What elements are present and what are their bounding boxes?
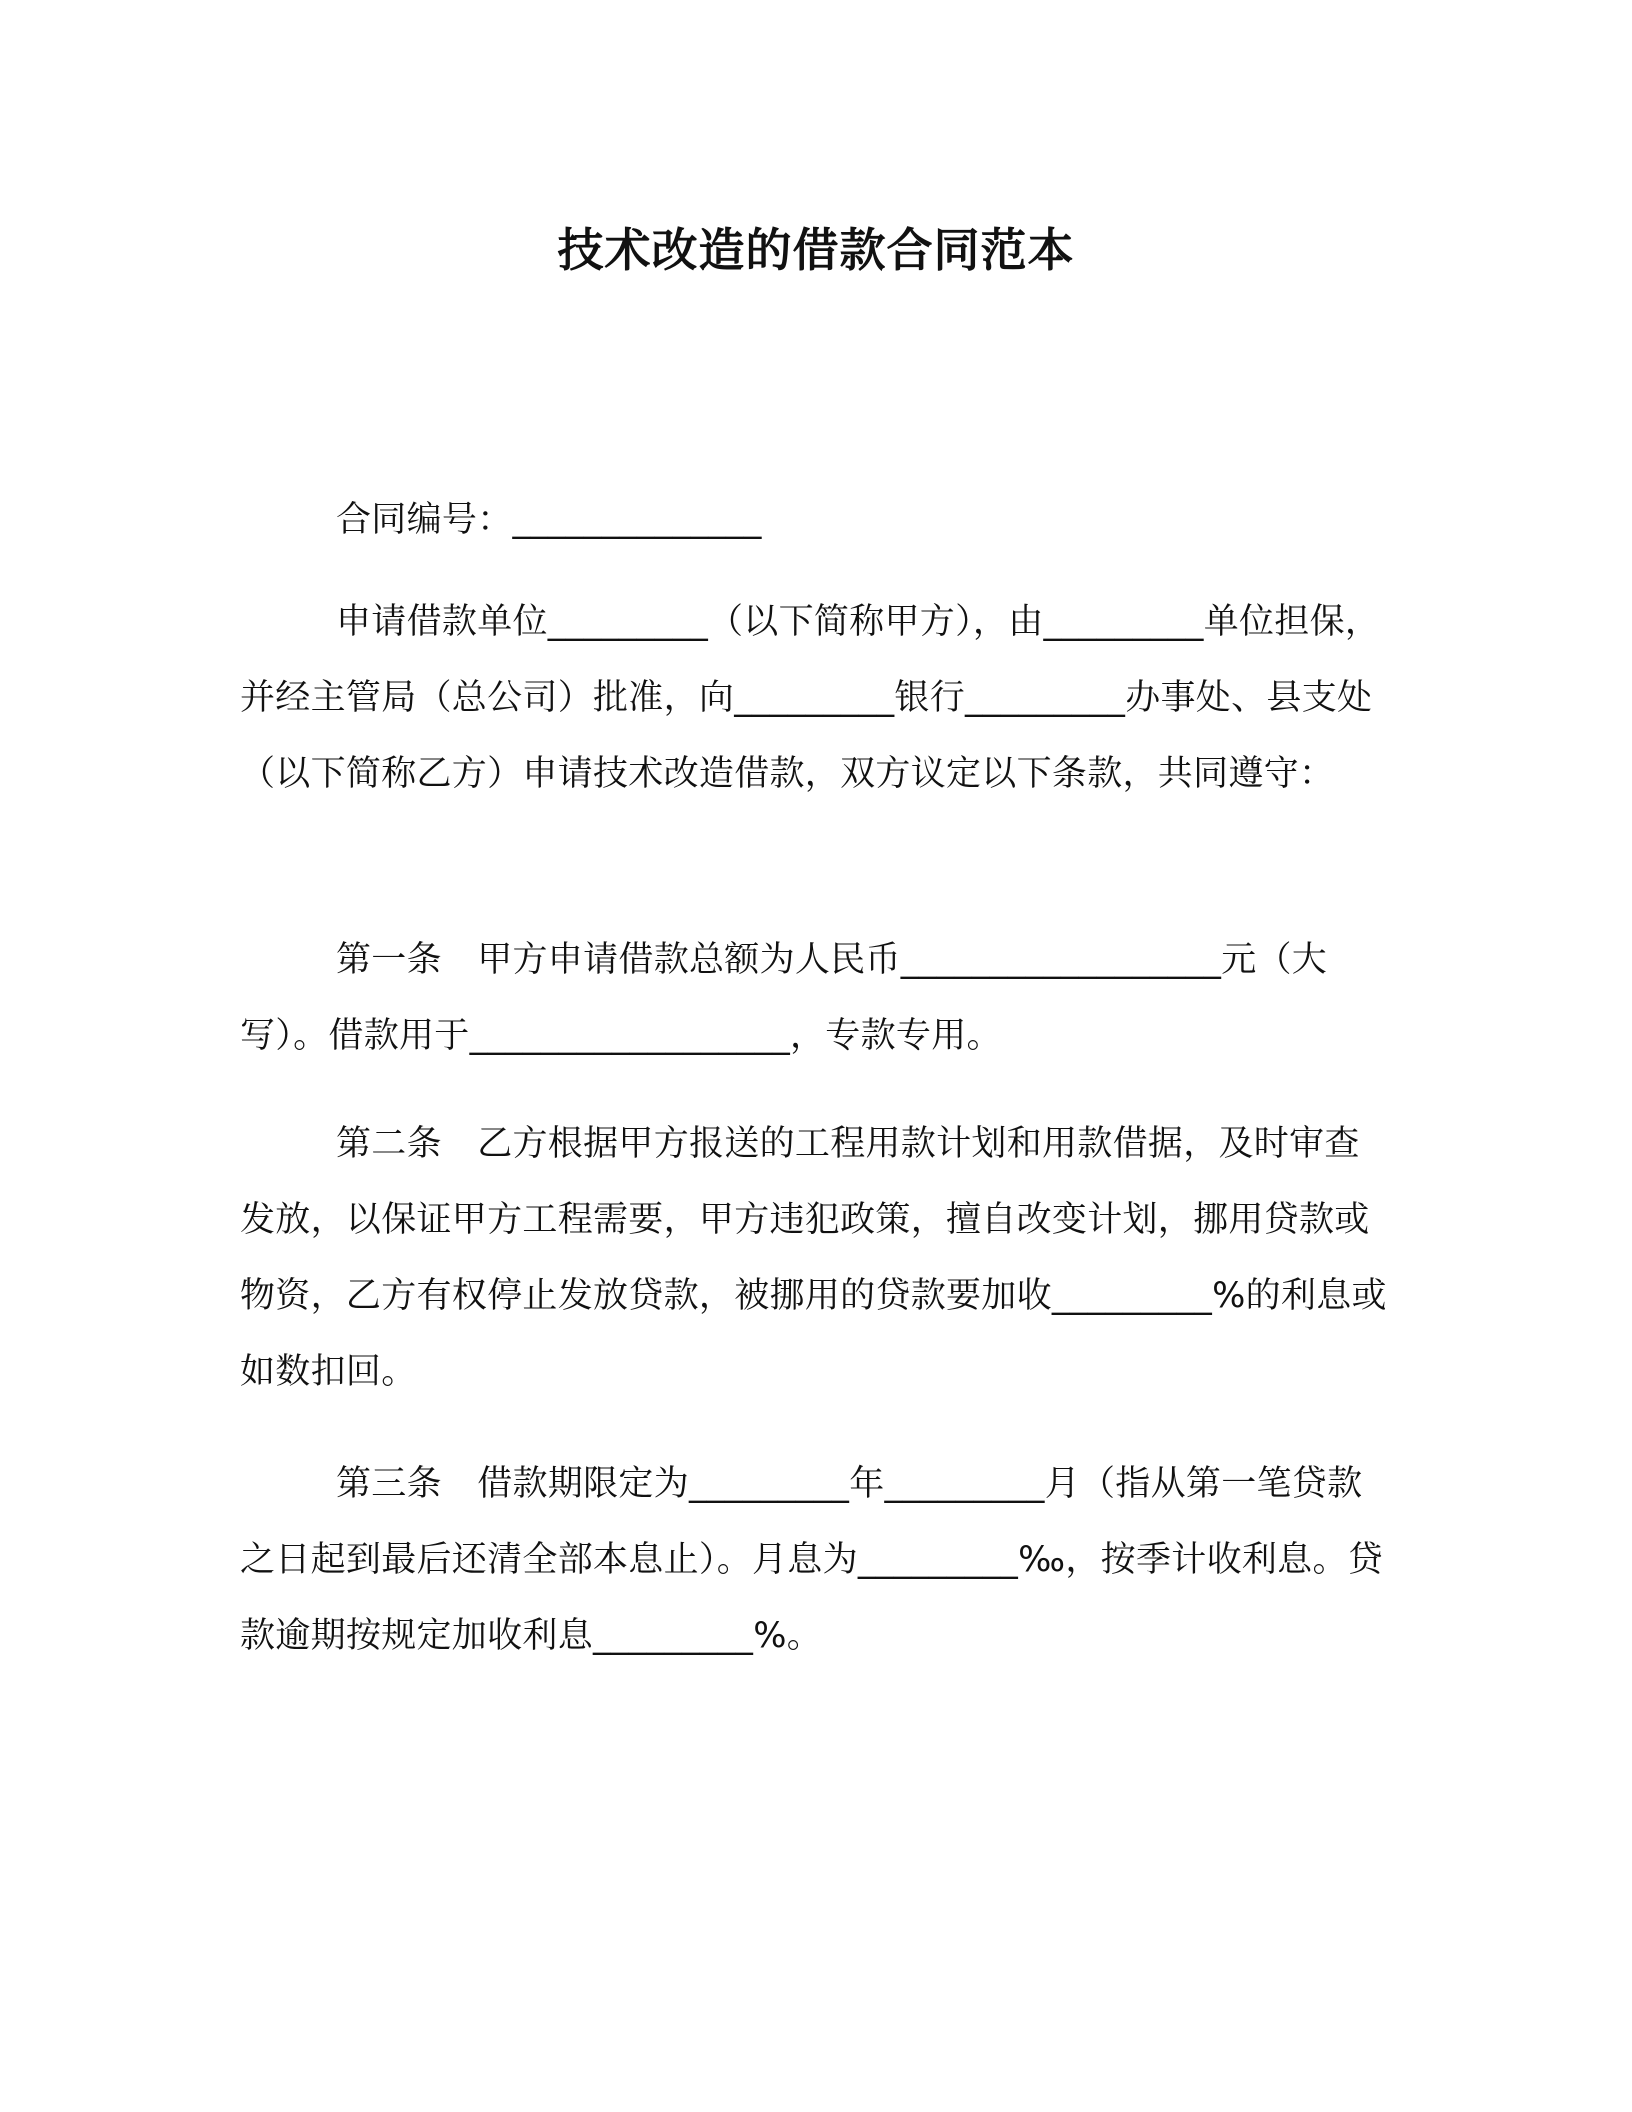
contract-number-line: 合同编号：______________ <box>336 500 762 540</box>
intro-paragraph: 申请借款单位_________（以下简称甲方），由_________单位担保，并经主管局（总公司）批准，向_________银行_________办事处、县支处（以下简称乙方）申请技术改造借款，双方议定以下条款，共同遵守： <box>240 602 1381 794</box>
article-3-paragraph: 第三条 借款期限定为_________年_________月（指从第一笔贷款之日起到最后还清全部本息止）。月息为_________‰，按季计收利息。贷款逾期按规定加收利息_________%。 <box>240 1464 1384 1656</box>
article-3-block <box>240 1446 1392 1674</box>
article-1-block <box>240 922 1392 1074</box>
intro-block <box>240 584 1392 812</box>
article-2-block <box>240 1106 1392 1410</box>
article-1-paragraph: 第一条 甲方申请借款总额为人民币__________________元（大写）。借款用于__________________，专款专用。 <box>240 940 1328 1056</box>
document-title: 技术改造的借款合同范本 <box>557 223 1075 277</box>
contract-number-block <box>240 482 1392 558</box>
article-2-paragraph: 第二条 乙方根据甲方报送的工程用款计划和用款借据，及时审查发放，以保证甲方工程需要，甲方违犯政策，擅自改变计划，挪用贷款或物资，乙方有权停止发放贷款，被挪用的贷款要加收_________%的利息或如数扣回。 <box>240 1124 1387 1392</box>
